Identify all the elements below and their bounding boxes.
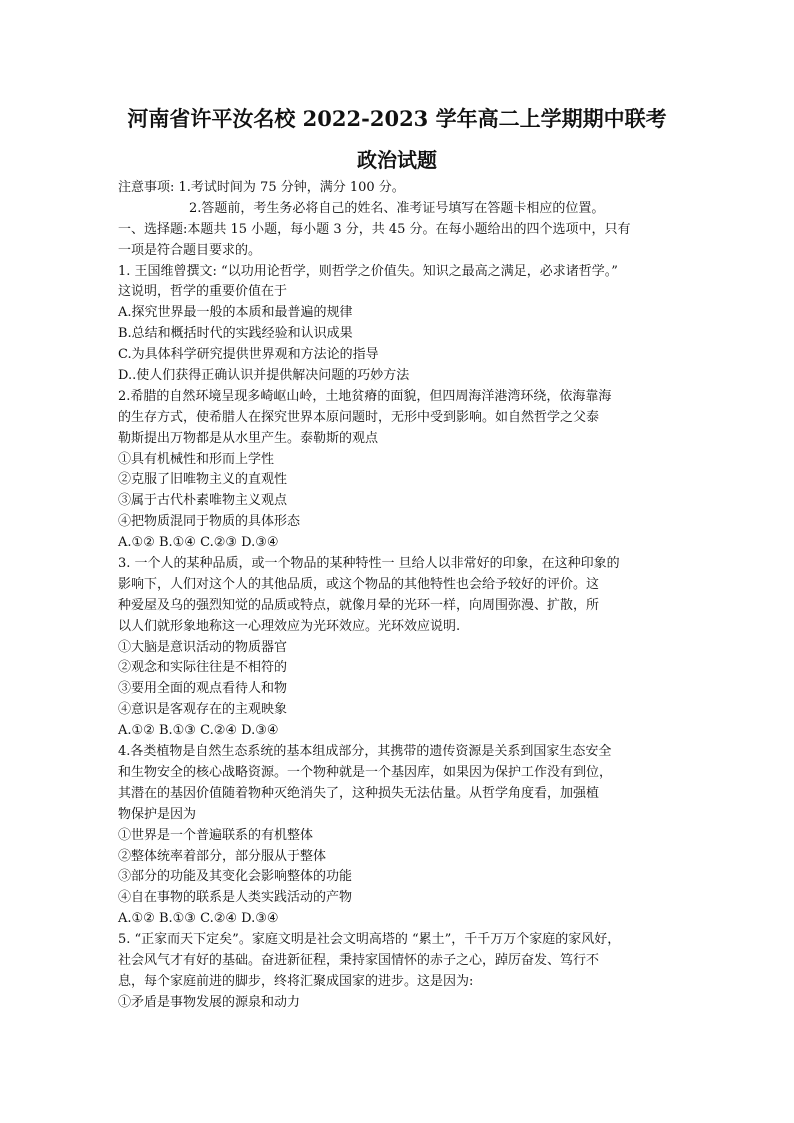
question-3-stem-cont: 影响下，人们对这个人的其他品质，或这个物品的其他特性也会给予较好的评价。这	[118, 576, 600, 592]
question-4-statement-4: ④自在事物的联系是人类实践活动的产物	[118, 890, 353, 906]
question-2-statement-1: ①具有机械性和形而上学性	[118, 451, 275, 467]
question-1-option-b: B.总结和概括时代的实践经验和认识成果	[118, 326, 353, 342]
section-instructions-cont: 一项是符合题目要求的。	[118, 242, 262, 258]
question-2-statement-4: ④把物质混同于物质的具体形态	[118, 514, 301, 530]
question-4-statement-3: ③部分的功能及其变化会影响整体的功能	[118, 869, 353, 885]
question-3-statement-4: ④意识是客观存在的主观映象	[118, 702, 288, 718]
question-5-statement-1: ①矛盾是事物发展的源泉和动力	[118, 994, 301, 1010]
question-4-options: A.①② B.①③ C.②④ D.③④	[118, 911, 279, 927]
notice-line-2: 2.答题前，考生务必将自己的姓名、准考证号填写在答题卡相应的位置。	[189, 200, 605, 216]
question-3-statement-1: ①大脑是意识活动的物质器官	[118, 639, 288, 655]
question-2-statement-3: ③属于古代朴素唯物主义观点	[118, 493, 288, 509]
question-3-options: A.①② B.①③ C.②④ D.③④	[118, 723, 279, 739]
question-1-option-c: C.为具体科学研究提供世界观和方法论的指导	[118, 347, 379, 363]
question-3-statement-2: ②观念和实际往往是不相符的	[118, 660, 288, 676]
question-3-stem-cont: 种爱屋及乌的强烈知觉的品质或特点，就像月晕的光环一样，向周围弥漫、扩散，所	[118, 597, 600, 613]
question-4-stem-cont: 物保护是因为	[118, 806, 197, 822]
question-4-stem: 4.各类植物是自然生态系统的基本组成部分，其携带的遗传资源是关系到国家生态安全	[118, 744, 612, 760]
question-3-statement-3: ③要用全面的观点看待人和物	[118, 681, 288, 697]
question-3-stem: 3. 一个人的某种品质，或一个物品的某种特性一 旦给人以非常好的印象，在这种印象的	[118, 556, 620, 572]
question-4-stem-cont: 和生物安全的核心战略资源。一个物种就是一个基因库，如果因为保护工作没有到位，	[118, 764, 613, 780]
question-2-statement-2: ②克服了旧唯物主义的直观性	[118, 472, 288, 488]
exam-body	[118, 178, 678, 1014]
exam-title: 河南省许平汝名校 2022-2023 学年高二上学期期中联考	[127, 106, 667, 131]
notice-line-1: 注意事项: 1.考试时间为 75 分钟，满分 100 分。	[118, 180, 405, 195]
question-1-option-d: D..使人们获得正确认识并提供解决问题的巧妙方法	[118, 368, 410, 384]
question-1-stem-cont: 这说明，哲学的重要价值在于	[118, 284, 288, 300]
question-1-stem: 1. 王国维曾撰文: “以功用论哲学，则哲学之价值失。知识之最高之满足，必求诸哲学。”	[118, 263, 618, 279]
section-instructions: 一、选择题:本题共 15 小题，每小题 3 分，共 45 分。在每小题给出的四个选项中，只有	[118, 221, 631, 237]
question-4-statement-1: ①世界是一个普遍联系的有机整体	[118, 827, 314, 843]
question-3-stem-cont: 以人们就形象地称这一心理效应为光环效应。光环效应说明.	[118, 618, 461, 634]
question-2-options: A.①② B.①④ C.②③ D.③④	[118, 535, 279, 551]
question-4-statement-2: ②整体统率着部分，部分服从于整体	[118, 848, 327, 864]
question-1-option-a: A.探究世界最一般的本质和最普遍的规律	[118, 305, 353, 321]
question-4-stem-cont: 其潜在的基因价值随着物种灭绝消失了，这种损失无法估量。从哲学角度看，加强植	[118, 785, 600, 801]
question-5-stem-cont: 社会风气才有好的基础。奋进新征程，秉持家国情怀的赤子之心，踔厉奋发、笃行不	[118, 952, 600, 968]
question-2-stem-cont: 的生存方式，使希腊人在探究世界本原问题时，无形中受到影响。如自然哲学之父泰	[118, 409, 600, 425]
question-5-stem-cont: 息，每个家庭前进的脚步，终将汇聚成国家的进步。这是因为:	[118, 973, 474, 989]
question-2-stem-cont: 勒斯提出万物都是从水里产生。泰勒斯的观点	[118, 430, 379, 446]
question-5-stem: 5. “正家而天下定矣”。家庭文明是社会文明高塔的 “累土”，千千万万个家庭的家风好，	[118, 932, 621, 948]
exam-subtitle: 政治试题	[357, 148, 437, 172]
question-2-stem: 2.希腊的自然环境呈现多崎岖山岭，土地贫瘠的面貌，但四周海洋港湾环绕，依海靠海	[118, 388, 612, 404]
